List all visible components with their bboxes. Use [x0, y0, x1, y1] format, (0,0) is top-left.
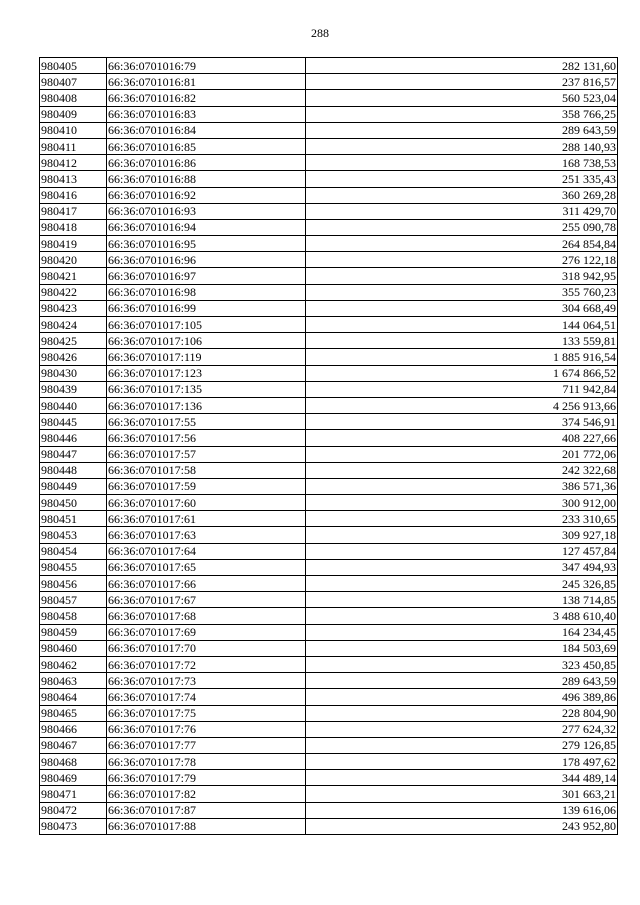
cadastral-value-cell: 289 643,59: [306, 673, 618, 689]
cadastral-value-cell: 344 489,14: [306, 770, 618, 786]
cadastral-value-cell: 228 804,90: [306, 705, 618, 721]
cadastral-number-cell: 66:36:0701017:75: [107, 705, 306, 721]
row-id-cell: 980422: [40, 284, 107, 300]
cadastral-value-cell: 138 714,85: [306, 592, 618, 608]
cadastral-number-cell: 66:36:0701017:73: [107, 673, 306, 689]
cadastral-value-cell: 282 131,60: [306, 58, 618, 74]
cadastral-value-cell: 311 429,70: [306, 203, 618, 219]
cadastral-value-cell: 560 523,04: [306, 90, 618, 106]
cadastral-value-cell: 408 227,66: [306, 430, 618, 446]
cadastral-number-cell: 66:36:0701017:65: [107, 559, 306, 575]
cadastral-value-cell: 264 854,84: [306, 236, 618, 252]
row-id-cell: 980445: [40, 414, 107, 430]
cadastral-number-cell: 66:36:0701017:56: [107, 430, 306, 446]
table-row: [40, 414, 618, 430]
cadastral-number-cell: 66:36:0701017:55: [107, 414, 306, 430]
table-row: [40, 624, 618, 640]
cadastral-number-cell: 66:36:0701017:61: [107, 511, 306, 527]
row-id-cell: 980472: [40, 802, 107, 818]
table-row: [40, 689, 618, 705]
table-row: [40, 705, 618, 721]
cadastral-number-cell: 66:36:0701017:72: [107, 656, 306, 672]
table-row: [40, 527, 618, 543]
cadastral-number-cell: 66:36:0701016:85: [107, 138, 306, 154]
cadastral-value-cell: 127 457,84: [306, 543, 618, 559]
row-id-cell: 980447: [40, 446, 107, 462]
table-row: [40, 592, 618, 608]
cadastral-value-cell: 304 668,49: [306, 300, 618, 316]
cadastral-number-cell: 66:36:0701016:81: [107, 74, 306, 90]
cadastral-value-cell: 496 389,86: [306, 689, 618, 705]
row-id-cell: 980473: [40, 818, 107, 834]
cadastral-number-cell: 66:36:0701017:87: [107, 802, 306, 818]
cadastral-value-cell: 323 450,85: [306, 656, 618, 672]
cadastral-number-cell: 66:36:0701017:59: [107, 478, 306, 494]
row-id-cell: 980450: [40, 495, 107, 511]
cadastral-value-cell: 144 064,51: [306, 317, 618, 333]
cadastral-value-cell: 300 912,00: [306, 495, 618, 511]
cadastral-number-cell: 66:36:0701016:94: [107, 219, 306, 235]
cadastral-number-cell: 66:36:0701016:86: [107, 155, 306, 171]
cadastral-value-cell: 233 310,65: [306, 511, 618, 527]
table-row: [40, 673, 618, 689]
cadastral-number-cell: 66:36:0701017:68: [107, 608, 306, 624]
row-id-cell: 980446: [40, 430, 107, 446]
cadastral-number-cell: 66:36:0701017:74: [107, 689, 306, 705]
cadastral-number-cell: 66:36:0701017:57: [107, 446, 306, 462]
cadastral-number-cell: 66:36:0701017:70: [107, 640, 306, 656]
table-row: [40, 236, 618, 252]
row-id-cell: 980405: [40, 58, 107, 74]
row-id-cell: 980439: [40, 381, 107, 397]
table-row: [40, 608, 618, 624]
cadastral-value-cell: 309 927,18: [306, 527, 618, 543]
table-row: [40, 268, 618, 284]
table-row: [40, 786, 618, 802]
cadastral-value-cell: 243 952,80: [306, 818, 618, 834]
row-id-cell: 980408: [40, 90, 107, 106]
table-row: [40, 576, 618, 592]
cadastral-value-table: [39, 57, 618, 835]
page-number: 288: [311, 26, 329, 40]
cadastral-number-cell: 66:36:0701016:88: [107, 171, 306, 187]
cadastral-value-cell: 318 942,95: [306, 268, 618, 284]
cadastral-number-cell: 66:36:0701016:98: [107, 284, 306, 300]
cadastral-value-cell: 1 674 866,52: [306, 365, 618, 381]
table-row: [40, 219, 618, 235]
cadastral-number-cell: 66:36:0701016:97: [107, 268, 306, 284]
cadastral-number-cell: 66:36:0701016:79: [107, 58, 306, 74]
cadastral-number-cell: 66:36:0701017:82: [107, 786, 306, 802]
cadastral-number-cell: 66:36:0701017:66: [107, 576, 306, 592]
table-row: [40, 381, 618, 397]
row-id-cell: 980458: [40, 608, 107, 624]
cadastral-value-cell: 251 335,43: [306, 171, 618, 187]
table-row: [40, 640, 618, 656]
table-row: [40, 495, 618, 511]
table-row: [40, 58, 618, 74]
table-row: [40, 74, 618, 90]
cadastral-number-cell: 66:36:0701016:96: [107, 252, 306, 268]
cadastral-value-cell: 347 494,93: [306, 559, 618, 575]
row-id-cell: 980467: [40, 737, 107, 753]
table-row: [40, 349, 618, 365]
cadastral-number-cell: 66:36:0701017:88: [107, 818, 306, 834]
row-id-cell: 980424: [40, 317, 107, 333]
cadastral-number-cell: 66:36:0701017:105: [107, 317, 306, 333]
table-row: [40, 818, 618, 834]
row-id-cell: 980420: [40, 252, 107, 268]
cadastral-number-cell: 66:36:0701017:135: [107, 381, 306, 397]
table-row: [40, 300, 618, 316]
row-id-cell: 980449: [40, 478, 107, 494]
table-row: [40, 737, 618, 753]
cadastral-number-cell: 66:36:0701016:99: [107, 300, 306, 316]
cadastral-number-cell: 66:36:0701016:84: [107, 122, 306, 138]
row-id-cell: 980418: [40, 219, 107, 235]
cadastral-number-cell: 66:36:0701016:82: [107, 90, 306, 106]
cadastral-number-cell: 66:36:0701016:83: [107, 106, 306, 122]
row-id-cell: 980460: [40, 640, 107, 656]
row-id-cell: 980440: [40, 397, 107, 413]
cadastral-value-cell: 360 269,28: [306, 187, 618, 203]
cadastral-number-cell: 66:36:0701017:123: [107, 365, 306, 381]
row-id-cell: 980464: [40, 689, 107, 705]
row-id-cell: 980455: [40, 559, 107, 575]
table-row: [40, 284, 618, 300]
cadastral-number-cell: 66:36:0701017:106: [107, 333, 306, 349]
table-row: [40, 138, 618, 154]
table-row: [40, 462, 618, 478]
row-id-cell: 980457: [40, 592, 107, 608]
table-row: [40, 171, 618, 187]
cadastral-value-cell: 255 090,78: [306, 219, 618, 235]
table-row: [40, 446, 618, 462]
row-id-cell: 980471: [40, 786, 107, 802]
cadastral-number-cell: 66:36:0701016:95: [107, 236, 306, 252]
table-row: [40, 478, 618, 494]
table-row: [40, 770, 618, 786]
cadastral-value-cell: 168 738,53: [306, 155, 618, 171]
cadastral-number-cell: 66:36:0701016:92: [107, 187, 306, 203]
row-id-cell: 980416: [40, 187, 107, 203]
row-id-cell: 980423: [40, 300, 107, 316]
cadastral-number-cell: 66:36:0701017:60: [107, 495, 306, 511]
table-row: [40, 754, 618, 770]
cadastral-value-cell: 4 256 913,66: [306, 397, 618, 413]
table-row: [40, 122, 618, 138]
row-id-cell: 980456: [40, 576, 107, 592]
cadastral-number-cell: 66:36:0701017:79: [107, 770, 306, 786]
cadastral-value-cell: 1 885 916,54: [306, 349, 618, 365]
cadastral-value-cell: 279 126,85: [306, 737, 618, 753]
table-row: [40, 559, 618, 575]
row-id-cell: 980448: [40, 462, 107, 478]
table-row: [40, 317, 618, 333]
cadastral-value-cell: 242 322,68: [306, 462, 618, 478]
table-row: [40, 106, 618, 122]
row-id-cell: 980465: [40, 705, 107, 721]
cadastral-number-cell: 66:36:0701017:76: [107, 721, 306, 737]
table-row: [40, 802, 618, 818]
row-id-cell: 980454: [40, 543, 107, 559]
cadastral-value-cell: 237 816,57: [306, 74, 618, 90]
cadastral-value-cell: 288 140,93: [306, 138, 618, 154]
table-row: [40, 543, 618, 559]
row-id-cell: 980412: [40, 155, 107, 171]
cadastral-number-cell: 66:36:0701017:67: [107, 592, 306, 608]
table-row: [40, 365, 618, 381]
cadastral-number-cell: 66:36:0701017:78: [107, 754, 306, 770]
cadastral-value-cell: 358 766,25: [306, 106, 618, 122]
cadastral-value-cell: 184 503,69: [306, 640, 618, 656]
cadastral-value-cell: 276 122,18: [306, 252, 618, 268]
table-body: [40, 58, 618, 835]
table-row: [40, 252, 618, 268]
cadastral-value-cell: 245 326,85: [306, 576, 618, 592]
cadastral-value-cell: 374 546,91: [306, 414, 618, 430]
row-id-cell: 980425: [40, 333, 107, 349]
cadastral-value-cell: 711 942,84: [306, 381, 618, 397]
table-row: [40, 333, 618, 349]
row-id-cell: 980468: [40, 754, 107, 770]
cadastral-value-cell: 3 488 610,40: [306, 608, 618, 624]
cadastral-number-cell: 66:36:0701017:119: [107, 349, 306, 365]
row-id-cell: 980463: [40, 673, 107, 689]
row-id-cell: 980462: [40, 656, 107, 672]
table-row: [40, 511, 618, 527]
table-row: [40, 721, 618, 737]
row-id-cell: 980419: [40, 236, 107, 252]
cadastral-value-cell: 386 571,36: [306, 478, 618, 494]
table-row: [40, 90, 618, 106]
row-id-cell: 980430: [40, 365, 107, 381]
cadastral-value-cell: 133 559,81: [306, 333, 618, 349]
cadastral-value-cell: 178 497,62: [306, 754, 618, 770]
cadastral-number-cell: 66:36:0701017:64: [107, 543, 306, 559]
cadastral-value-cell: 289 643,59: [306, 122, 618, 138]
row-id-cell: 980466: [40, 721, 107, 737]
cadastral-value-cell: 139 616,06: [306, 802, 618, 818]
cadastral-value-cell: 355 760,23: [306, 284, 618, 300]
table-row: [40, 187, 618, 203]
cadastral-number-cell: 66:36:0701017:58: [107, 462, 306, 478]
cadastral-number-cell: 66:36:0701017:69: [107, 624, 306, 640]
cadastral-number-cell: 66:36:0701016:93: [107, 203, 306, 219]
cadastral-value-cell: 301 663,21: [306, 786, 618, 802]
row-id-cell: 980407: [40, 74, 107, 90]
row-id-cell: 980459: [40, 624, 107, 640]
table-row: [40, 155, 618, 171]
table-row: [40, 397, 618, 413]
row-id-cell: 980413: [40, 171, 107, 187]
row-id-cell: 980411: [40, 138, 107, 154]
cadastral-number-cell: 66:36:0701017:77: [107, 737, 306, 753]
row-id-cell: 980417: [40, 203, 107, 219]
row-id-cell: 980469: [40, 770, 107, 786]
cadastral-value-cell: 164 234,45: [306, 624, 618, 640]
row-id-cell: 980410: [40, 122, 107, 138]
table-row: [40, 430, 618, 446]
cadastral-number-cell: 66:36:0701017:63: [107, 527, 306, 543]
cadastral-value-cell: 277 624,32: [306, 721, 618, 737]
table-row: [40, 656, 618, 672]
row-id-cell: 980453: [40, 527, 107, 543]
row-id-cell: 980426: [40, 349, 107, 365]
row-id-cell: 980451: [40, 511, 107, 527]
cadastral-number-cell: 66:36:0701017:136: [107, 397, 306, 413]
row-id-cell: 980409: [40, 106, 107, 122]
cadastral-value-cell: 201 772,06: [306, 446, 618, 462]
table-row: [40, 203, 618, 219]
row-id-cell: 980421: [40, 268, 107, 284]
